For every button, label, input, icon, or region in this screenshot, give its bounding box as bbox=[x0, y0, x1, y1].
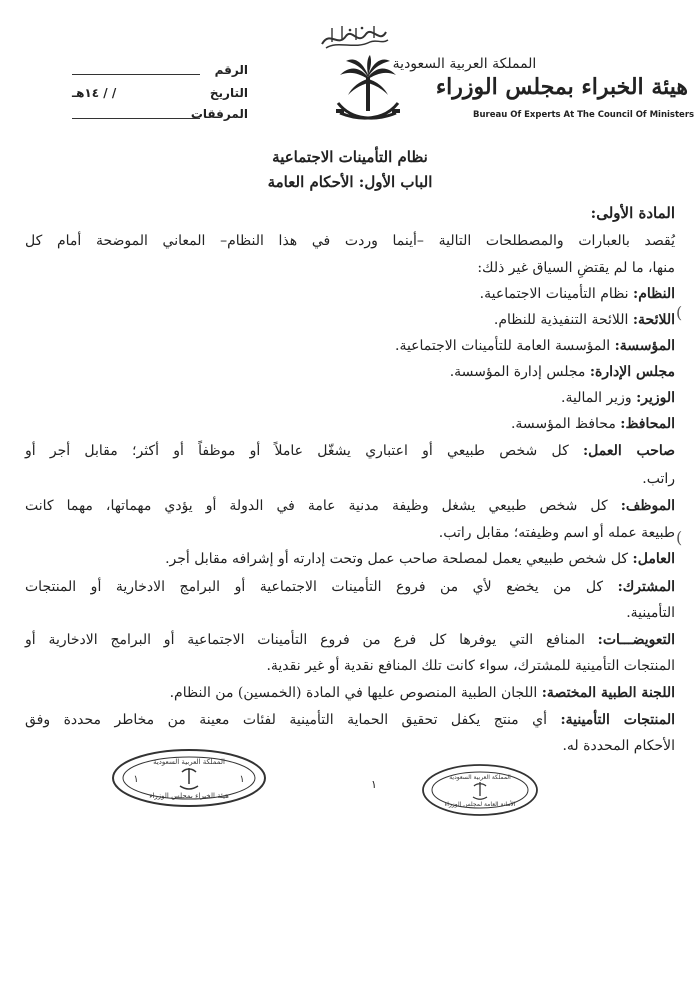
definition-item bbox=[25, 442, 675, 460]
definition-item bbox=[25, 684, 675, 702]
definition-text: اللائحة التنفيذية للنظام. bbox=[493, 312, 633, 328]
definition-item bbox=[25, 337, 675, 355]
definition-continuation: طبيعة عمله أو اسم وظيفته؛ مقابل راتب. bbox=[438, 525, 675, 541]
definition-term: المحافظ: bbox=[620, 416, 675, 432]
definition-text: مجلس إدارة المؤسسة. bbox=[449, 364, 590, 380]
article-intro-line: منها، ما لم يقتضِ السياق غير ذلك: bbox=[477, 260, 675, 276]
definition-text: المنافع التي يوفرها كل فرع من فروع التأمينات الاجتماعية أو البرامج الادخارية أو bbox=[25, 632, 598, 648]
definition-continuation: المنتجات التأمينية للمشترك، سواء كانت تلك المنافع نقدية أو غير نقدية. bbox=[266, 658, 675, 674]
definition-text: كل شخص طبيعي يشغل وظيفة مدنية عامة في الدولة أو يؤدي مهماتها، مهما كانت bbox=[25, 498, 621, 514]
definition-term: المنتجات التأمينية: bbox=[560, 712, 675, 728]
seal-bottom-text: الأمانة العامة لمجلس الوزراء bbox=[444, 801, 516, 808]
definition-item bbox=[25, 285, 675, 303]
definition-term: المؤسسة: bbox=[614, 338, 675, 354]
definition-term: التعويضـــات: bbox=[597, 632, 675, 648]
definition-text: كل من يخضع لأي من فروع التأمينات الاجتماعية أو البرامج الادخارية أو المنتجات bbox=[25, 579, 618, 595]
chapter-title: الباب الأول: الأحكام العامة bbox=[267, 173, 433, 191]
attachments-line bbox=[72, 118, 200, 119]
number-label: الرقم bbox=[214, 63, 248, 77]
definition-item bbox=[25, 389, 675, 407]
bureau-seal-stamp bbox=[110, 748, 268, 808]
definition-term: الموظف: bbox=[620, 498, 675, 514]
date-value: / / ١٤هـ bbox=[72, 86, 117, 100]
definition-term: الوزير: bbox=[636, 390, 675, 406]
definition-term: اللائحة: bbox=[632, 312, 675, 328]
kingdom-name: المملكة العربية السعودية bbox=[392, 56, 537, 72]
article-heading: المادة الأولى: bbox=[590, 204, 675, 222]
definition-text: نظام التأمينات الاجتماعية. bbox=[479, 286, 634, 302]
definition-text: محافظ المؤسسة. bbox=[510, 416, 621, 432]
date-label: التاريخ bbox=[209, 86, 248, 100]
definition-continuation: التأمينية. bbox=[626, 605, 675, 621]
document-title: نظام التأمينات الاجتماعية bbox=[272, 148, 428, 166]
seal-top-text: المملكة العربية السعودية bbox=[153, 758, 225, 766]
definition-continuation: راتب. bbox=[642, 471, 675, 487]
definition-text: اللجان الطبية المنصوص عليها في المادة (الخمسين) من النظام. bbox=[169, 685, 542, 701]
definition-item bbox=[25, 415, 675, 433]
page-number: ١ bbox=[371, 778, 377, 791]
basmala-calligraphy bbox=[318, 22, 390, 52]
definition-item bbox=[25, 550, 675, 568]
definition-text: المؤسسة العامة للتأمينات الاجتماعية. bbox=[395, 338, 615, 354]
seal-number: ١ bbox=[239, 774, 245, 785]
definition-item bbox=[25, 711, 675, 729]
article-intro-line: يُقصد بالعبارات والمصطلحات التالية –أينما وردت في هذا النظام– المعاني الموضحة أمام كل bbox=[25, 233, 675, 249]
definition-item bbox=[25, 311, 675, 329]
bureau-name-arabic: هيئة الخبراء بمجلس الوزراء bbox=[435, 74, 688, 100]
number-line bbox=[72, 74, 200, 75]
definition-term: العامل: bbox=[632, 551, 675, 567]
margin-mark: ( bbox=[676, 303, 683, 322]
definition-text: كل شخص طبيعي يعمل لمصلحة صاحب عمل وتحت إدارته أو إشرافه مقابل أجر. bbox=[165, 551, 633, 567]
seal-bottom-text: هيئة الخبراء بمجلس الوزراء bbox=[149, 792, 229, 800]
definition-item bbox=[25, 578, 675, 596]
definition-term: النظام: bbox=[633, 286, 675, 302]
definition-term: اللجنة الطبية المختصة: bbox=[541, 685, 675, 701]
definition-text: أي منتج يكفل تحقيق الحماية التأمينية لفئات معينة من مخاطر محددة وفق bbox=[25, 712, 561, 728]
seal-top-text: المملكة العربية السعودية bbox=[449, 774, 511, 781]
definition-continuation: الأحكام المحددة له. bbox=[562, 738, 675, 754]
definition-term: مجلس الإدارة: bbox=[589, 364, 675, 380]
council-seal-stamp bbox=[420, 762, 540, 818]
attachments-label: المرفقات bbox=[190, 107, 248, 121]
definition-text: كل شخص طبيعي أو اعتباري يشغّل عاملاً أو موظفاً أو أكثر؛ مقابل أجر أو bbox=[25, 443, 583, 459]
definition-item bbox=[25, 497, 675, 515]
definition-term: المشترك: bbox=[617, 579, 675, 595]
definition-item bbox=[25, 631, 675, 649]
definition-item bbox=[25, 363, 675, 381]
definition-term: صاحب العمل: bbox=[583, 443, 676, 459]
bureau-name-english: Bureau Of Experts At The Council Of Ministers bbox=[473, 110, 695, 120]
definition-text: وزير المالية. bbox=[561, 390, 637, 406]
margin-mark: ( bbox=[676, 528, 683, 547]
seal-number: ١ bbox=[133, 774, 139, 785]
